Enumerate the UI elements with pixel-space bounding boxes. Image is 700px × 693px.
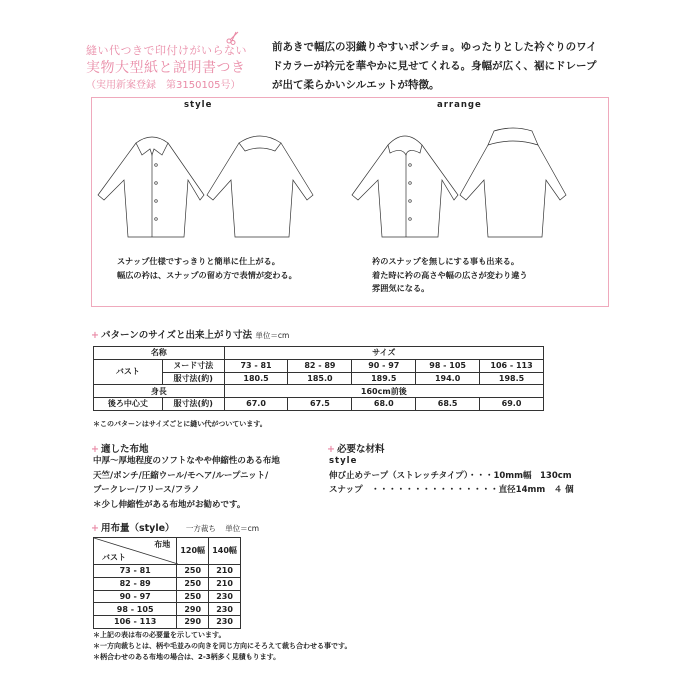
table-row xyxy=(94,538,241,565)
size-cell: 90 - 97 xyxy=(352,359,416,372)
fabric-header: 布地 xyxy=(154,540,171,549)
plus-icon: + xyxy=(91,444,99,455)
fabric-line-2: 天竺/ポンチ/圧縮ウール/モヘア/ループニット/ xyxy=(93,470,269,481)
header-line-2: 実物大型紙と説明書つき xyxy=(86,60,246,76)
bust-header: バスト xyxy=(102,552,126,562)
back-value: 67.0 xyxy=(224,398,288,411)
arrange-note-2: 着た時に衿の高さや幅の広さが変わり違う xyxy=(372,269,528,280)
yardage-corner-cell xyxy=(94,538,177,565)
finished-label: 服寸法(約) xyxy=(162,372,224,385)
size-table xyxy=(93,346,544,411)
table-row xyxy=(94,603,241,616)
back-value: 68.5 xyxy=(416,398,480,411)
table-row xyxy=(94,398,544,411)
bust-value: 185.0 xyxy=(288,372,352,385)
size-table-heading: + パターンのサイズと出来上がり寸法 単位＝cm xyxy=(91,330,290,341)
materials-item-1: 伸び止めテープ（ストレッチタイプ）・・・10mm幅 130cm xyxy=(329,470,572,481)
size-cell: 73 - 81 xyxy=(224,359,288,372)
fabric-line-4: ＊少し伸縮性がある布地がお勧めです。 xyxy=(93,499,246,510)
back-value: 68.0 xyxy=(352,398,416,411)
materials-subtitle: style xyxy=(329,456,358,466)
size-cell: 82 - 89 xyxy=(288,359,352,372)
nude-label: ヌード寸法 xyxy=(162,359,224,372)
arrange-back-illustration xyxy=(458,125,568,245)
table-row xyxy=(94,359,544,372)
materials-item-2: スナップ ・・・・・・・・・・・・・・・直径14mm ４ 個 xyxy=(329,485,574,495)
bust-label: バスト xyxy=(94,359,163,385)
fabric-heading: + 適した布地 xyxy=(91,444,149,455)
yardage-heading: + 用布量（style） 一方裁ち 単位＝cm xyxy=(91,523,260,534)
size-cell: 98 - 105 xyxy=(416,359,480,372)
height-label: 身長 xyxy=(94,385,225,398)
yardage-120: 250 xyxy=(177,590,209,603)
style-back-illustration xyxy=(205,125,315,245)
table-row xyxy=(94,577,241,590)
arrange-label: arrange xyxy=(437,100,482,110)
finished-label: 服寸法(約) xyxy=(162,398,224,411)
back-value: 67.5 xyxy=(288,398,352,411)
yardage-140: 230 xyxy=(209,603,241,616)
bust-value: 189.5 xyxy=(352,372,416,385)
bust-value: 180.5 xyxy=(224,372,288,385)
table-row xyxy=(94,347,544,360)
bust-value: 194.0 xyxy=(416,372,480,385)
arrange-note-3: 雰囲気になる。 xyxy=(372,283,430,293)
style-note-2: 幅広の衿は、スナップの留め方で表情が変わる。 xyxy=(117,269,297,280)
fabric-line-1: 中厚〜厚地程度のソフトなやや伸縮性のある布地 xyxy=(93,456,280,466)
table-row xyxy=(94,565,241,578)
yardage-120: 290 xyxy=(177,603,209,616)
yardage-120: 290 xyxy=(177,616,209,629)
yardage-140: 210 xyxy=(209,565,241,578)
style-front-illustration xyxy=(96,125,206,245)
yardage-120: 250 xyxy=(177,577,209,590)
size-header: サイズ xyxy=(224,347,543,360)
fabric-line-3: ブークレー/フリース/フラノ xyxy=(93,485,200,495)
table-row xyxy=(94,590,241,603)
bust-value: 198.5 xyxy=(480,372,544,385)
yardage-size: 106 - 113 xyxy=(94,616,177,629)
yardage-size: 82 - 89 xyxy=(94,577,177,590)
width-header: 140幅 xyxy=(209,538,241,565)
style-note-1: スナップ仕様ですっきりと簡単に仕上がる。 xyxy=(117,256,280,266)
back-value: 69.0 xyxy=(480,398,544,411)
table-row xyxy=(94,385,544,398)
yardage-140: 230 xyxy=(209,590,241,603)
plus-icon: + xyxy=(91,523,99,534)
arrange-note-1: 衿のスナップを無しにする事も出来る。 xyxy=(372,256,520,266)
header-line-3: （実用新案登録 第3150105号） xyxy=(86,80,241,91)
header-line-1: 縫い代つきで印付けがいらない xyxy=(86,44,247,57)
style-label: style xyxy=(184,100,213,110)
yardage-140: 210 xyxy=(209,577,241,590)
arrange-front-illustration xyxy=(350,125,460,245)
back-label: 後ろ中心丈 xyxy=(94,398,163,411)
yardage-table xyxy=(93,537,241,629)
yardage-120: 250 xyxy=(177,565,209,578)
name-header: 名称 xyxy=(94,347,225,360)
width-header: 120幅 xyxy=(177,538,209,565)
materials-heading: + 必要な材料 xyxy=(327,444,385,455)
plus-icon: + xyxy=(327,444,335,455)
yardage-size: 98 - 105 xyxy=(94,603,177,616)
yardage-size: 73 - 81 xyxy=(94,565,177,578)
size-cell: 106 - 113 xyxy=(480,359,544,372)
table-row xyxy=(94,616,241,629)
yardage-140: 230 xyxy=(209,616,241,629)
size-table-note: ＊このパターンはサイズごとに縫い代がついています。 xyxy=(93,420,267,428)
yardage-note-1: ＊上記の表は布の必要量を示しています。 xyxy=(93,631,226,639)
product-description: 前あきで幅広の羽織りやすいポンチョ。ゆったりとした衿ぐりのワイドカラーが衿元を華やかに見せてくれる。身幅が広く、裾にドレープが出て柔らかいシルエットが特徴。 xyxy=(272,41,597,91)
yardage-note-2: ＊一方向裁ちとは、柄や毛並みの向きを同じ方向にそろえて裁ち合わせる事です。 xyxy=(93,642,352,650)
yardage-note-3: ＊柄合わせのある布地の場合は、2-3柄多く見積もります。 xyxy=(93,653,281,661)
height-value: 160cm前後 xyxy=(224,385,543,398)
yardage-size: 90 - 97 xyxy=(94,590,177,603)
plus-icon: + xyxy=(91,330,99,341)
